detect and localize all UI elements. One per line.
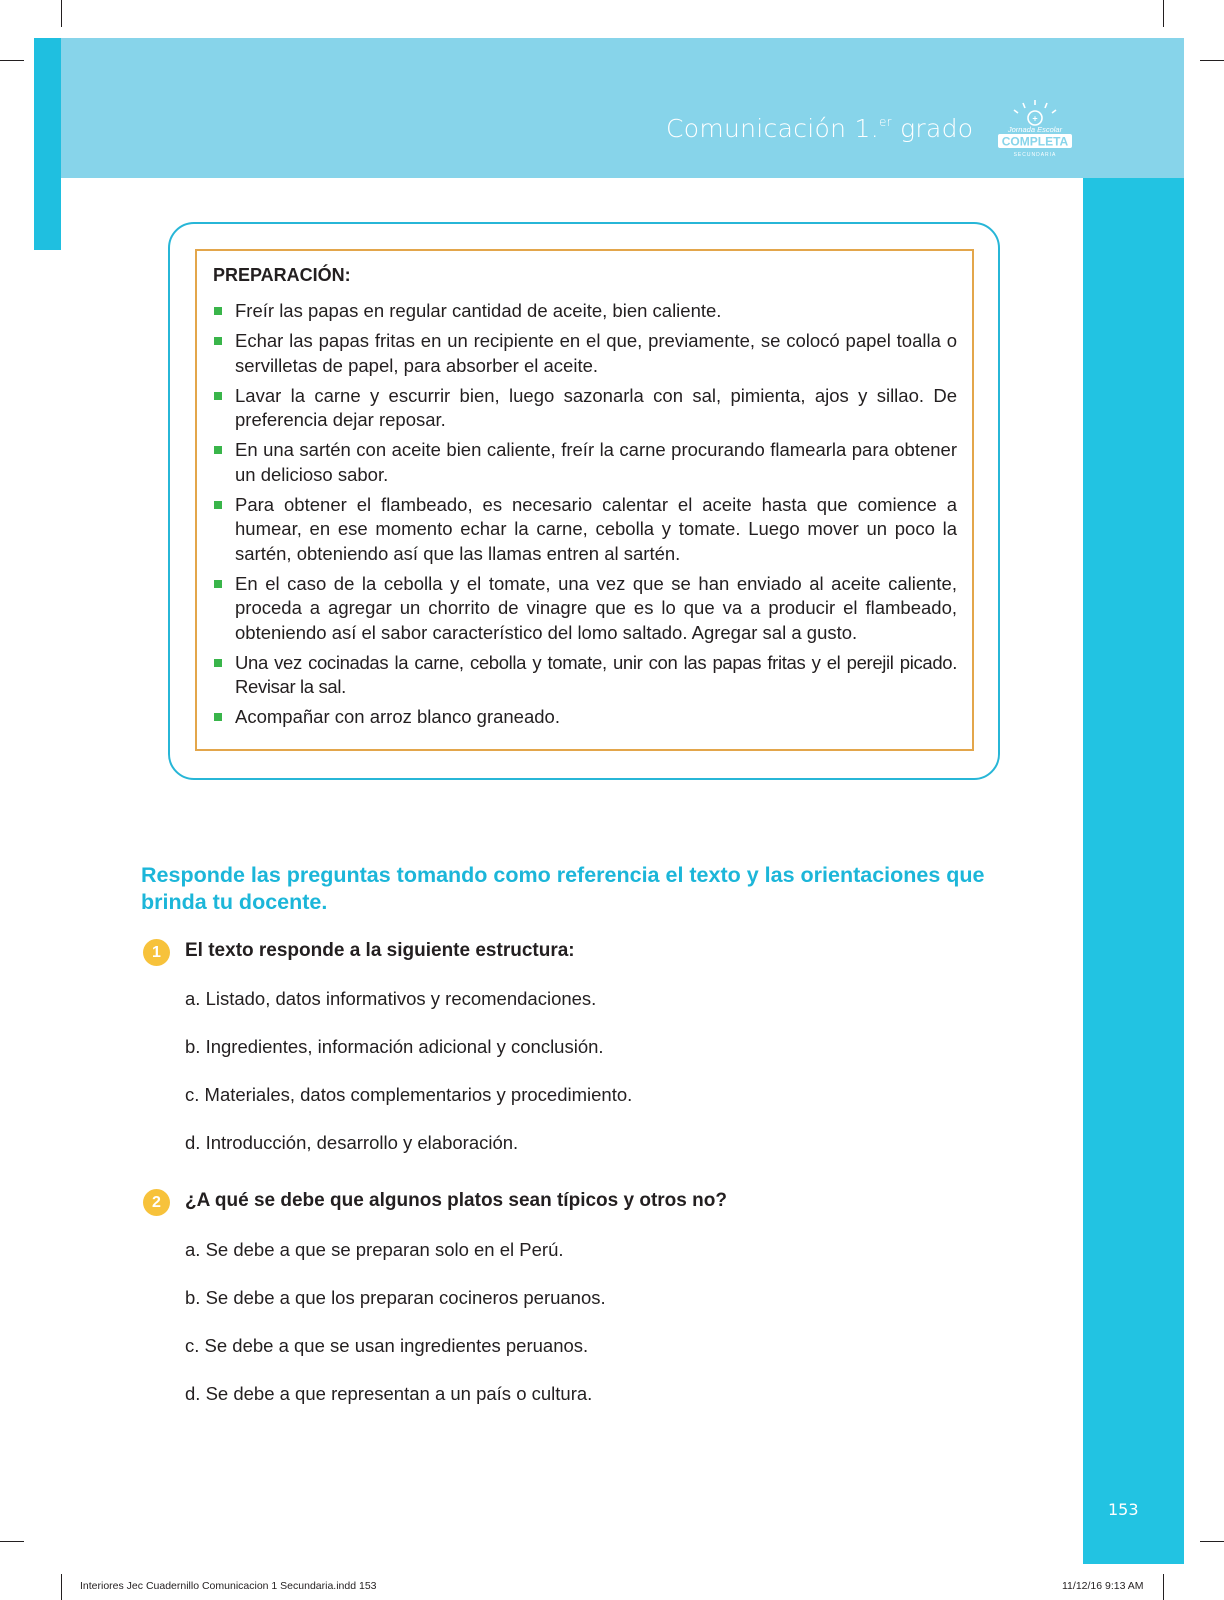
answer-option: c. Materiales, datos complementarios y procedimiento. <box>185 1084 633 1105</box>
answer-option: a. Se debe a que se preparan solo en el Perú. <box>185 1239 564 1260</box>
logo-text-bottom: SECUNDARIA <box>1013 152 1057 158</box>
question-text: El texto responde a la siguiente estructura: <box>185 940 575 961</box>
svg-text:+: + <box>1032 113 1038 124</box>
answer-option: d. Introducción, desarrollo y elaboración. <box>185 1132 519 1153</box>
bullet-square-icon <box>214 659 222 667</box>
preparation-step <box>213 572 957 646</box>
step-text: Freír las papas en regular cantidad de aceite, bien caliente. <box>235 300 722 321</box>
preparation-step <box>213 651 957 700</box>
step-text: En una sartén con aceite bien caliente, freír la carne procurando flamearla para obtener un delicioso sabor. <box>235 439 957 485</box>
preparation-title: PREPARACIÓN: <box>213 265 351 285</box>
preparation-step <box>213 705 957 730</box>
step-text: Echar las papas fritas en un recipiente en el que, previamente, se colocó papel toalla o servilletas de papel, para absorber el aceite. <box>235 330 957 376</box>
preparation-list <box>213 299 957 735</box>
page-number: 153 <box>1108 1500 1139 1519</box>
bullet-square-icon <box>214 580 222 588</box>
right-side-band <box>1083 178 1184 1564</box>
logo-text-top: Jornada Escolar <box>1007 125 1063 134</box>
preparation-step <box>213 493 957 567</box>
bullet-square-icon <box>214 392 222 400</box>
answer-option: c. Se debe a que se usan ingredientes peruanos. <box>185 1335 589 1356</box>
instruction-heading: Responde las preguntas tomando como referencia el texto y las orientaciones que brinda tu docente. <box>141 863 985 914</box>
footer-file-slug: Interiores Jec Cuadernillo Comunicacion 1 Secundaria.indd 153 <box>80 1580 377 1592</box>
bullet-square-icon <box>214 501 222 509</box>
question-text: ¿A qué se debe que algunos platos sean típicos y otros no? <box>185 1190 727 1211</box>
subject-label: Comunicación 1. <box>666 114 879 143</box>
answer-option: a. Listado, datos informativos y recomendaciones. <box>185 988 597 1009</box>
step-text: Lavar la carne y escurrir bien, luego sazonarla con sal, pimienta, ajos y sillao. De preferencia dejar reposar. <box>235 384 957 430</box>
bullet-square-icon <box>214 307 222 315</box>
preparation-step <box>213 384 957 433</box>
answer-option: b. Ingredientes, información adicional y conclusión. <box>185 1036 604 1057</box>
step-text: En el caso de la cebolla y el tomate, una vez que se han enviado al aceite caliente, proceda a agregar un chorrito de vinagre que es lo que va a producir el flambeado, obteniendo así el sabor característico del lomo saltado. Agregar sal a gusto. <box>235 572 957 643</box>
crop-mark <box>0 1541 24 1542</box>
answer-option: b. Se debe a que los preparan cocineros peruanos. <box>185 1287 606 1308</box>
left-tab <box>34 38 61 250</box>
crop-mark <box>1200 1541 1224 1542</box>
footer-timestamp: 11/12/16 9:13 AM <box>1062 1580 1144 1592</box>
answer-option: d. Se debe a que representan a un país o cultura. <box>185 1383 593 1404</box>
preparation-step <box>213 438 957 487</box>
crop-mark <box>0 60 24 61</box>
grade-label: grado <box>891 114 974 143</box>
question-number-badge: 2 <box>143 1189 170 1216</box>
step-text: Una vez cocinadas la carne, cebolla y tomate, unir con las papas fritas y el perejil picado. Revisar la sal. <box>235 651 957 697</box>
crop-mark <box>1200 60 1224 61</box>
preparation-step <box>213 299 957 324</box>
step-text: Acompañar con arroz blanco graneado. <box>235 706 560 727</box>
logo-text-main: COMPLETA <box>1001 134 1069 149</box>
header-title <box>666 114 973 143</box>
bullet-square-icon <box>214 337 222 345</box>
question-number-badge: 1 <box>143 939 170 966</box>
step-text: Para obtener el flambeado, es necesario calentar el aceite hasta que comience a humear, en ese momento echar la carne, cebolla y tomate. Luego mover un poco la sartén, obteniendo así que las llamas entren al sartén. <box>235 493 957 564</box>
crop-mark <box>1163 0 1164 27</box>
bullet-square-icon <box>214 713 222 721</box>
crop-mark <box>1163 1574 1164 1600</box>
bullet-square-icon <box>214 446 222 454</box>
crop-mark <box>61 1574 62 1600</box>
crop-mark <box>61 0 62 27</box>
jornada-escolar-logo <box>994 98 1076 164</box>
preparation-step <box>213 329 957 378</box>
grade-superscript: er <box>878 114 892 129</box>
